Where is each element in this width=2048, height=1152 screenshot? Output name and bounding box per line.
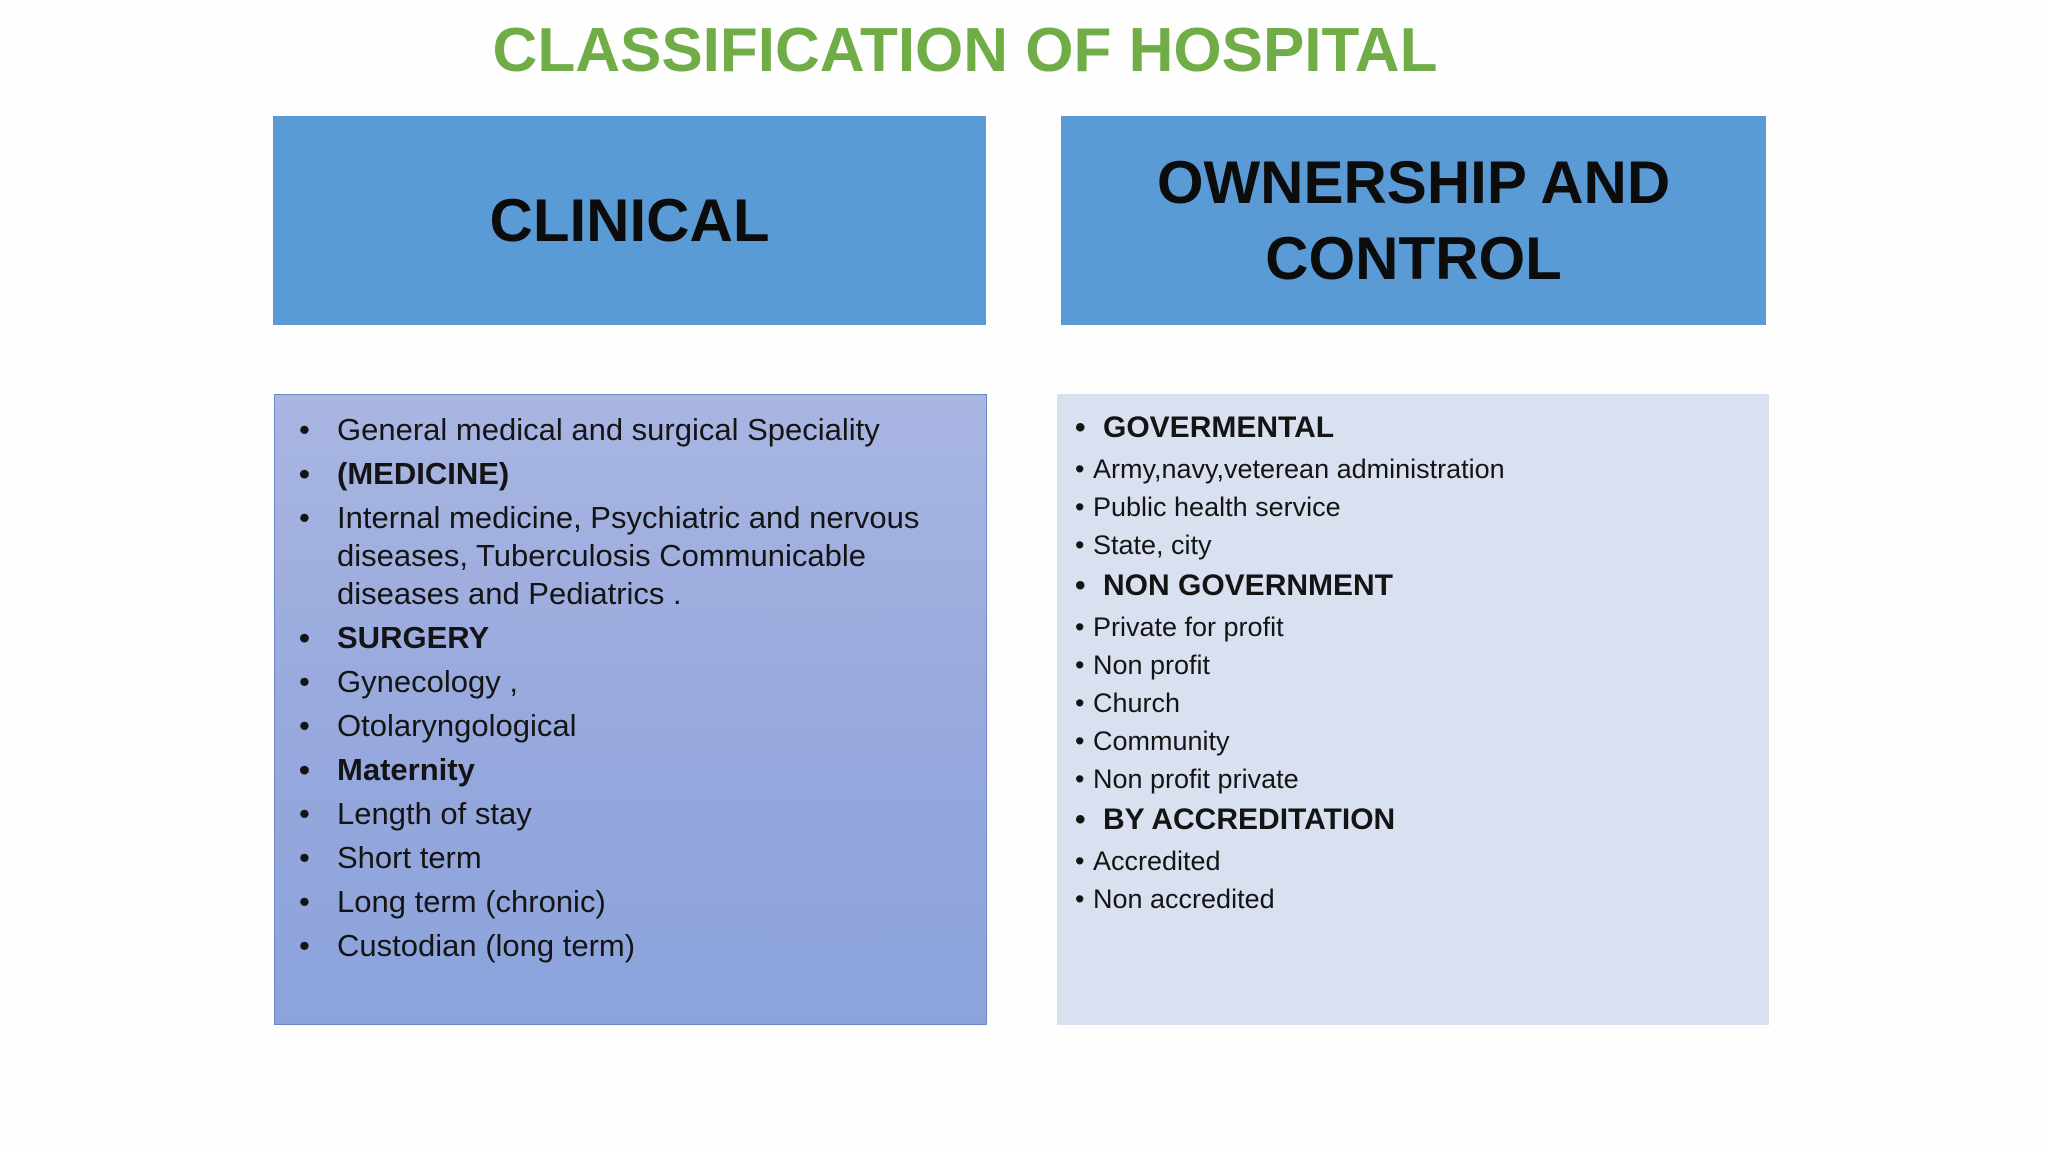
clinical-list-item: • Length of stay [293, 795, 966, 833]
ownership-list-item: • Community [1073, 724, 1755, 758]
clinical-list-item: • (MEDICINE) [293, 455, 966, 493]
clinical-header [273, 116, 986, 325]
ownership-list-item: • Non accredited [1073, 882, 1755, 916]
ownership-list-item: • Church [1073, 686, 1755, 720]
ownership-header [1061, 116, 1766, 325]
ownership-list-item: • NON GOVERNMENT [1073, 566, 1755, 606]
clinical-list-item: • Gynecology , [293, 663, 966, 701]
clinical-panel [274, 394, 987, 1025]
ownership-list-item: • Army,navy,veterean administration [1073, 452, 1755, 486]
ownership-header-line2: CONTROL [1265, 224, 1562, 292]
ownership-list-item: • Private for profit [1073, 610, 1755, 644]
clinical-list-item: • Maternity [293, 751, 966, 789]
ownership-list-item: • Non profit [1073, 648, 1755, 682]
ownership-panel [1057, 394, 1769, 1025]
ownership-list-item: • GOVERMENTAL [1073, 408, 1755, 448]
ownership-list-item: • BY ACCREDITATION [1073, 800, 1755, 840]
slide-title: CLASSIFICATION OF HOSPITAL [492, 16, 1438, 85]
ownership-list-item: • Non profit private [1073, 762, 1755, 796]
clinical-list-item: • Internal medicine, Psychiatric and nervous diseases, Tuberculosis Communicable diseases and Pediatrics . [293, 499, 966, 613]
clinical-header-label: CLINICAL [489, 186, 770, 254]
clinical-list-item: • Long term (chronic) [293, 883, 966, 921]
clinical-list-item: • Otolaryngological [293, 707, 966, 745]
ownership-header-line1: OWNERSHIP AND [1156, 148, 1671, 216]
clinical-list-item: • Short term [293, 839, 966, 877]
clinical-list-item: • General medical and surgical Speciality [293, 411, 966, 449]
ownership-list [1073, 408, 1755, 916]
ownership-list-item: • Public health service [1073, 490, 1755, 524]
ownership-list-item: • Accredited [1073, 844, 1755, 878]
clinical-list [293, 411, 966, 965]
clinical-list-item: • Custodian (long term) [293, 927, 966, 965]
clinical-list-item: • SURGERY [293, 619, 966, 657]
ownership-list-item: • State, city [1073, 528, 1755, 562]
